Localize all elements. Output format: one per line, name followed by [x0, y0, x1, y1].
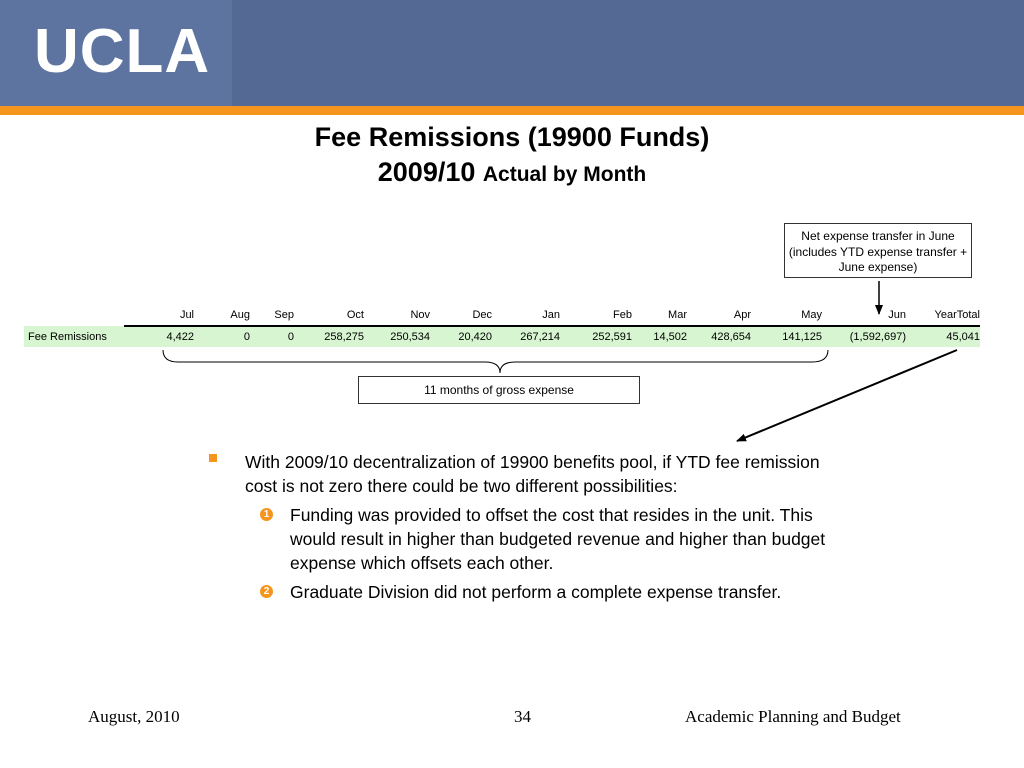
table-cell: 14,502 [632, 326, 687, 347]
bullet-sub-1 [205, 503, 845, 575]
table-cell: 141,125 [751, 326, 822, 347]
table-cell: 0 [194, 326, 250, 347]
number-one-icon: 1 [260, 508, 273, 521]
column-header: Feb [560, 305, 632, 326]
table-cell: 250,534 [364, 326, 430, 347]
title-line-1: Fee Remissions (19900 Funds) [314, 122, 710, 152]
column-header: Mar [632, 305, 687, 326]
table-cell: (1,592,697) [822, 326, 906, 347]
june-transfer-callout: Net expense transfer in June (includes YTD expense transfer + June expense) [784, 223, 972, 278]
footer-date: August, 2010 [88, 707, 180, 726]
column-header: Sep [250, 305, 294, 326]
column-header: May [751, 305, 822, 326]
eleven-month-brace [163, 350, 828, 373]
bullet-sub-2-text: Graduate Division did not perform a complete expense transfer. [290, 582, 782, 602]
column-header: Apr [687, 305, 751, 326]
footer-page-number: 34 [514, 707, 531, 726]
number-two-icon: 2 [260, 585, 273, 598]
table-cell: 20,420 [430, 326, 492, 347]
column-header: Jun [822, 305, 906, 326]
bullet-sub-2 [205, 580, 845, 604]
table-cell: 4,422 [124, 326, 194, 347]
title-year: 2009/10 [377, 157, 476, 187]
ucla-logo: UCLA [34, 17, 211, 86]
bullet-content [205, 450, 845, 604]
column-header: Jan [492, 305, 560, 326]
column-header: Dec [430, 305, 492, 326]
square-bullet-icon [209, 454, 217, 462]
table-cell: 45,041 [906, 326, 980, 347]
column-header: Aug [194, 305, 250, 326]
footer-org: Academic Planning and Budget [685, 707, 901, 726]
title-subtitle: Actual by Month [482, 163, 647, 186]
table-cell: 252,591 [560, 326, 632, 347]
bullet-main-text: With 2009/10 decentralization of 19900 benefits pool, if YTD fee remission cost is not zero there could be two different possibilities: [245, 452, 820, 496]
bullet-main [205, 450, 845, 498]
column-header: Oct [294, 305, 364, 326]
table-cell: 428,654 [687, 326, 751, 347]
table-cell: 258,275 [294, 326, 364, 347]
table-cell: 0 [250, 326, 294, 347]
column-header: YearTotal [906, 305, 980, 326]
total-arrow [737, 350, 957, 441]
column-header: Nov [364, 305, 430, 326]
row-label: Fee Remissions [24, 326, 124, 347]
table-cell: 267,214 [492, 326, 560, 347]
column-header: Jul [124, 305, 194, 326]
bullet-sub-1-text: Funding was provided to offset the cost that resides in the unit. This would result in higher than budgeted revenue and higher than budget expense which offsets each other. [290, 505, 826, 573]
gross-expense-label-box: 11 months of gross expense [358, 376, 640, 404]
